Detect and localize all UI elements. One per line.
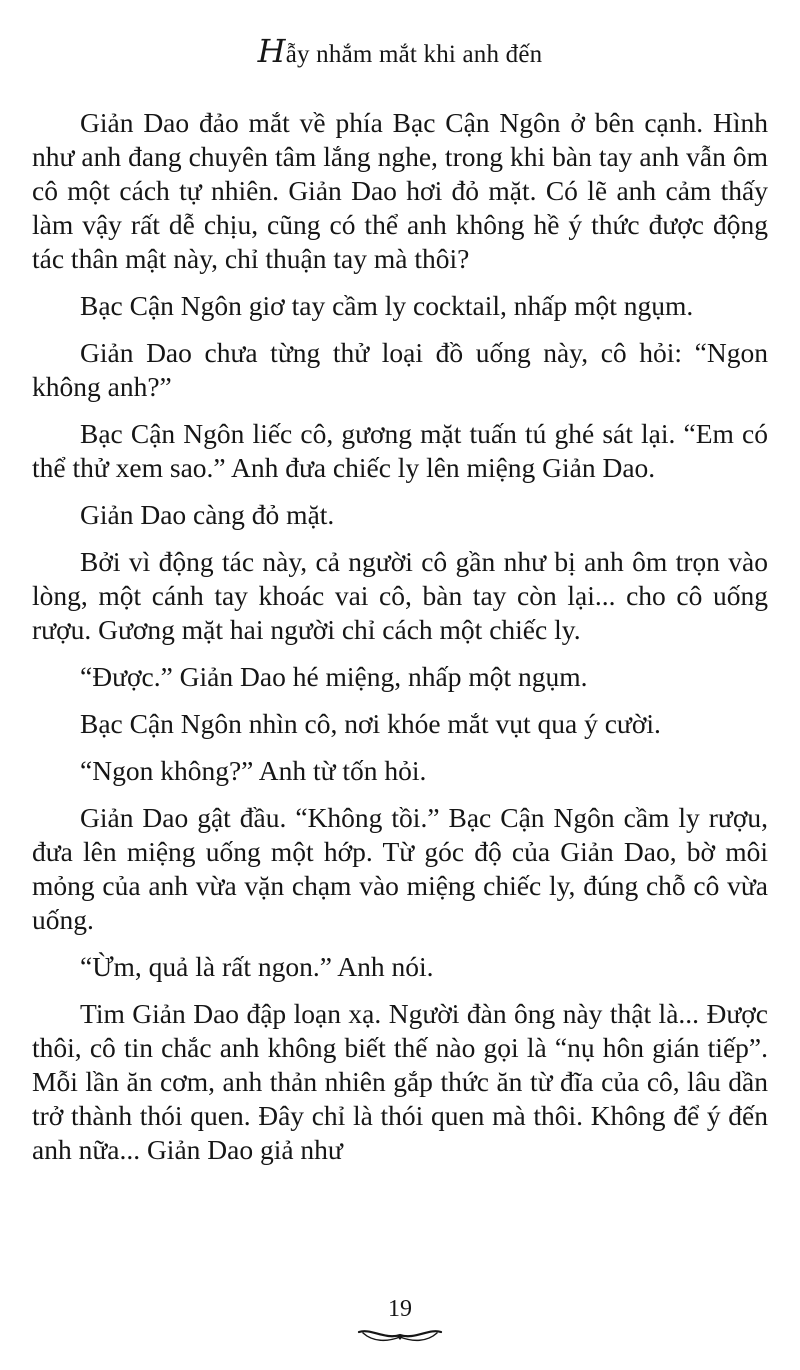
paragraph: Giản Dao đảo mắt về phía Bạc Cận Ngôn ở bên cạnh. Hình như anh đang chuyên tâm lắng nghe, trong khi bàn tay anh vẫn ôm cô một cách tự nhiên. Giản Dao hơi đỏ mặt. Có lẽ anh cảm thấy làm vậy rất dễ chịu, cũng có thể anh không hề ý thức được động tác thân mật này, chỉ thuận tay mà thôi? — [32, 107, 768, 274]
paragraph: “Được.” Giản Dao hé miệng, nhấp một ngụm. — [80, 661, 588, 692]
paragraph: “Ừm, quả là rất ngon.” Anh nói. — [80, 951, 434, 982]
paragraph: Giản Dao gật đầu. “Không tồi.” Bạc Cận Ngôn cầm ly rượu, đưa lên miệng uống một hớp. Từ góc độ của Giản Dao, bờ môi mỏng của anh vừa vặn chạm vào miệng chiếc ly, đúng chỗ cô vừa uống. — [32, 802, 768, 935]
paragraph: Tim Giản Dao đập loạn xạ. Người đàn ông này thật là... Được thôi, cô tin chắc anh không biết thế nào gọi là “nụ hôn gián tiếp”. Mỗi lần ăn cơm, anh thản nhiên gắp thức ăn từ đĩa của cô, lâu dần trở thành thói quen. Đây chỉ là thói quen mà thôi. Không để ý đến anh nữa... Giản Dao giả như — [32, 998, 768, 1165]
paragraph: Giản Dao càng đỏ mặt. — [80, 499, 335, 530]
page-footer — [0, 1296, 800, 1346]
header-initial: H — [257, 32, 286, 70]
swash-ornament-icon — [357, 1324, 443, 1346]
paragraph: Bởi vì động tác này, cả người cô gần như bị anh ôm trọn vào lòng, một cánh tay khoác vai cô, bàn tay còn lại... cho cô uống rượu. Gương mặt hai người chỉ cách một chiếc ly. — [32, 546, 768, 645]
page-number: 19 — [388, 1296, 412, 1322]
paragraph: Giản Dao chưa từng thử loại đồ uống này, cô hỏi: “Ngon không anh?” — [32, 337, 768, 402]
paragraph: Bạc Cận Ngôn liếc cô, gương mặt tuấn tú ghé sát lại. “Em có thể thử xem sao.” Anh đưa chiếc ly lên miệng Giản Dao. — [32, 418, 768, 483]
paragraph: Bạc Cận Ngôn giơ tay cầm ly cocktail, nhấp một ngụm. — [80, 290, 694, 321]
running-header — [0, 32, 800, 70]
header-title: ẫy nhắm mắt khi anh đến — [285, 41, 543, 68]
paragraph: “Ngon không?” Anh từ tốn hỏi. — [80, 755, 427, 786]
paragraph: Bạc Cận Ngôn nhìn cô, nơi khóe mắt vụt qua ý cười. — [80, 708, 661, 739]
body-text — [32, 106, 768, 1180]
